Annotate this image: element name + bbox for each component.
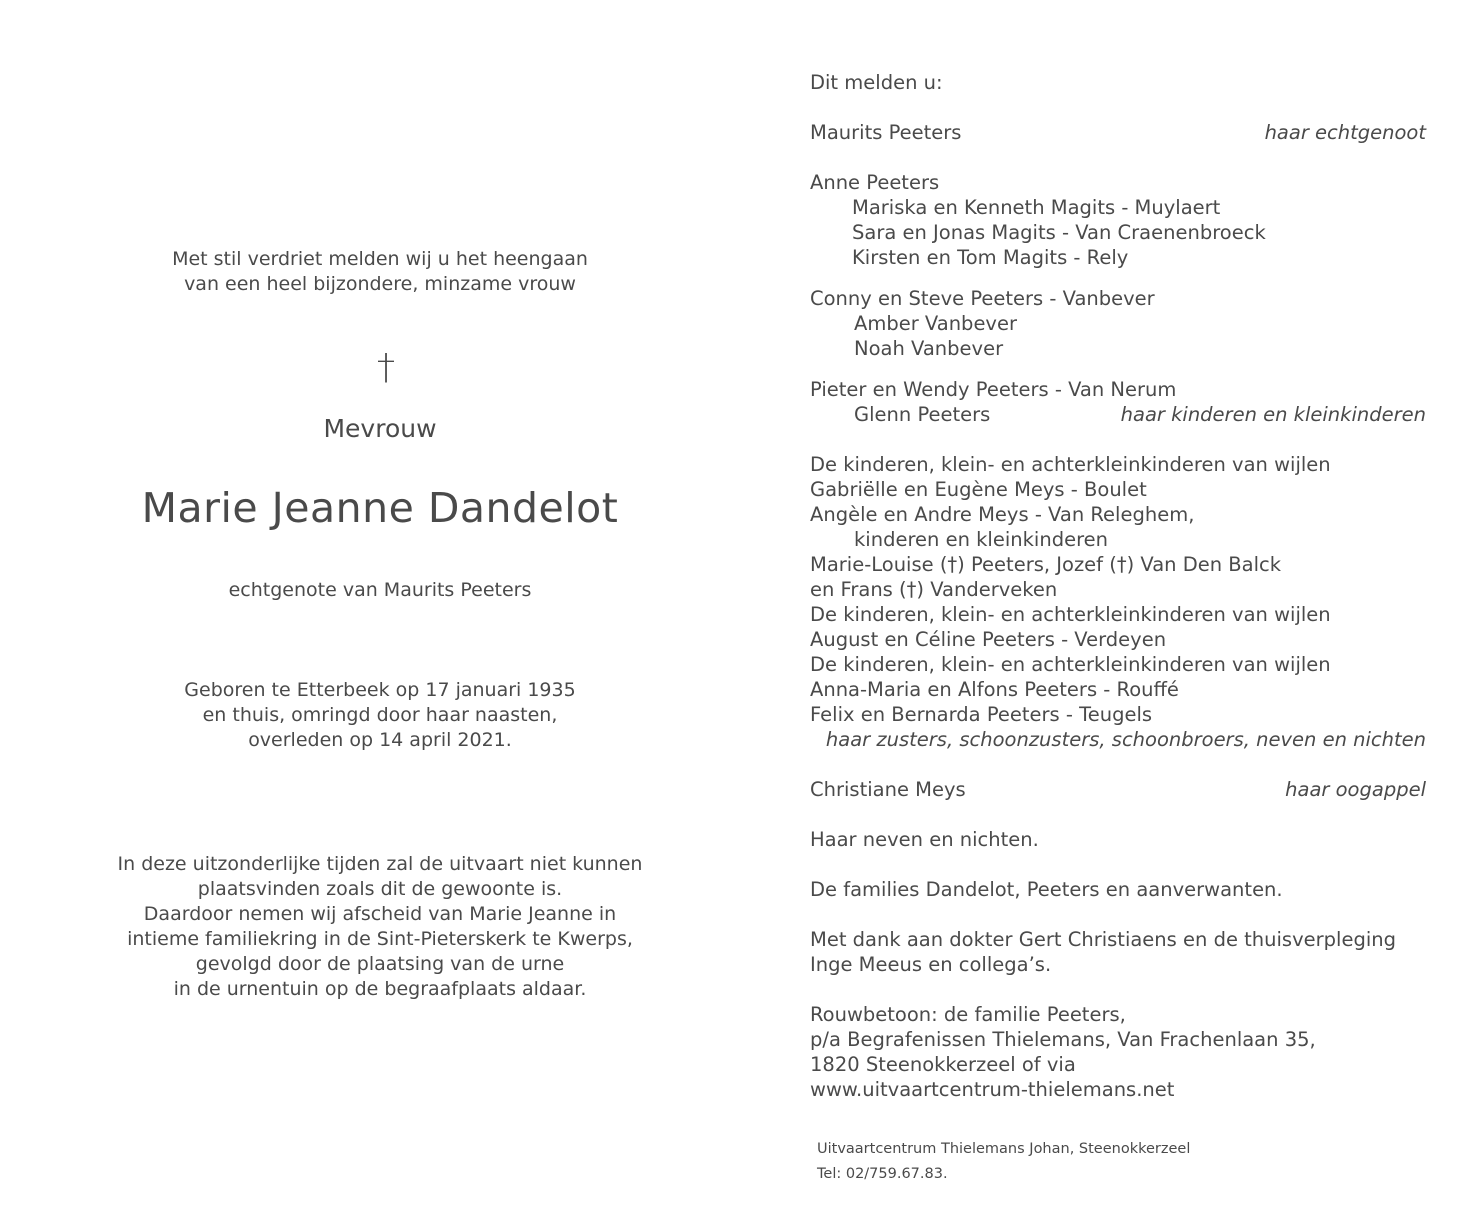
grandchild-name: Mariska en Kenneth Magits - Muylaert (852, 196, 1221, 219)
ceremony-line: plaatsvinden zoals dit de gewoonte is. (197, 878, 563, 900)
sibling-text: Gabriëlle en Eugène Meys - Boulet (810, 478, 1147, 501)
thanks-row (810, 952, 1426, 977)
sibling-row (810, 602, 1426, 627)
sibling-text: August en Céline Peeters - Verdeyen (810, 628, 1167, 651)
condolences-text: p/a Begrafenissen Thielemans, Van Frachenlaan 35, (810, 1028, 1316, 1051)
grandchild-name: Sara en Jonas Magits - Van Craenenbroeck (852, 221, 1266, 244)
cousins-text: Haar neven en nichten. (810, 828, 1039, 851)
favorite-row (810, 777, 1426, 802)
grandchild-row (810, 402, 1426, 427)
grandchild-row (810, 245, 1426, 270)
favorite-name: Christiane Meys (810, 778, 966, 801)
honorific: Mevrouw (323, 414, 437, 443)
sibling-row (810, 577, 1426, 602)
right-panel (810, 70, 1426, 1102)
condolences-row (810, 1002, 1426, 1027)
born-line: overleden op 14 april 2021. (248, 729, 512, 751)
intro-line: van een heel bijzondere, minzame vrouw (184, 273, 576, 295)
ceremony-line: gevolgd door de plaatsing van de urne (195, 953, 565, 975)
spouse-line (0, 578, 760, 603)
sibling-row (810, 477, 1426, 502)
funeral-home-footer (817, 1137, 1190, 1187)
sibling-text: Marie-Louise (†) Peeters, Jozef (†) Van Den Balck (810, 553, 1282, 576)
announcement-header (810, 70, 1426, 95)
sibling-text: Angèle en Andre Meys - Van Releghem, (810, 503, 1195, 526)
child-name: Conny en Steve Peeters - Vanbever (810, 287, 1155, 310)
siblings-role-row (810, 727, 1426, 752)
condolences-text: 1820 Steenokkerzeel of via (810, 1053, 1076, 1076)
grandchild-name: Kirsten en Tom Magits - Rely (852, 246, 1129, 269)
company-phone: Tel: 02/759.67.83. (817, 1166, 948, 1182)
condolences-row (810, 1052, 1426, 1077)
child-row (810, 286, 1426, 311)
grandchild-row (810, 311, 1426, 336)
families-text: De families Dandelot, Peeters en aanverwanten. (810, 878, 1283, 901)
ceremony-line: in de urnentuin op de begraafplaats aldaar. (173, 978, 587, 1000)
thanks-text: Met dank aan dokter Gert Christiaens en de thuisverpleging (810, 928, 1396, 951)
sibling-text: Anna-Maria en Alfons Peeters - Rouffé (810, 678, 1179, 701)
sibling-row (810, 627, 1426, 652)
ceremony-text (0, 852, 760, 1002)
thanks-row (810, 927, 1426, 952)
grandchild-name: Glenn Peeters (854, 403, 991, 426)
ceremony-line: Daardoor nemen wij afscheid van Marie Jeanne in (143, 903, 617, 925)
grandchild-row (810, 220, 1426, 245)
condolences-text: Rouwbetoon: de familie Peeters, (810, 1003, 1126, 1026)
condolences-row (810, 1077, 1426, 1102)
birth-death-text (0, 678, 760, 753)
sibling-row (810, 702, 1426, 727)
siblings-role: haar zusters, schoonzusters, schoonbroers, neven en nichten (825, 728, 1426, 751)
spouse-text: echtgenote van Maurits Peeters (228, 579, 532, 601)
children-role: haar kinderen en kleinkinderen (1120, 403, 1426, 426)
condolences-row (810, 1027, 1426, 1052)
grandchild-row (810, 195, 1426, 220)
sibling-text: De kinderen, klein- en achterkleinkinderen van wijlen (810, 653, 1331, 676)
sibling-text: en Frans (†) Vanderveken (810, 578, 1058, 601)
grandchild-name: Amber Vanbever (854, 312, 1017, 335)
sibling-row (810, 527, 1426, 552)
sibling-row (810, 452, 1426, 477)
deceased-name: Marie Jeanne Dandelot (141, 484, 619, 532)
families-row (810, 877, 1426, 902)
ceremony-line: In deze uitzonderlijke tijden zal de uitvaart niet kunnen (117, 853, 643, 875)
favorite-role: haar oogappel (1285, 778, 1426, 801)
grandchild-name: Noah Vanbever (854, 337, 1004, 360)
child-name: Pieter en Wendy Peeters - Van Nerum (810, 378, 1177, 401)
sibling-row (810, 502, 1426, 527)
company-name: Uitvaartcentrum Thielemans Johan, Steenokkerzeel (817, 1141, 1191, 1157)
born-line: en thuis, omringd door haar naasten, (202, 704, 558, 726)
cross-icon: † (377, 347, 395, 388)
thanks-text: Inge Meeus en collega’s. (810, 953, 1052, 976)
child-row (810, 377, 1426, 402)
spouse-row (810, 120, 1426, 145)
intro-text (0, 247, 760, 297)
cousins-row (810, 827, 1426, 852)
sibling-row (810, 552, 1426, 577)
ceremony-line: intieme familiekring in de Sint-Pieterskerk te Kwerps, (127, 928, 633, 950)
born-line: Geboren te Etterbeek op 17 januari 1935 (184, 679, 576, 701)
sibling-text: De kinderen, klein- en achterkleinkinderen van wijlen (810, 603, 1331, 626)
sibling-row (810, 652, 1426, 677)
child-row (810, 170, 1426, 195)
header-text: Dit melden u: (810, 71, 943, 94)
grandchild-row (810, 336, 1426, 361)
sibling-text: kinderen en kleinkinderen (854, 528, 1109, 551)
sibling-text: Felix en Bernarda Peeters - Teugels (810, 703, 1153, 726)
sibling-row (810, 677, 1426, 702)
spouse-name: Maurits Peeters (810, 121, 962, 144)
website-link[interactable]: www.uitvaartcentrum-thielemans.net (810, 1078, 1175, 1101)
child-name: Anne Peeters (810, 171, 940, 194)
spouse-role: haar echtgenoot (1264, 121, 1426, 144)
intro-line: Met stil verdriet melden wij u het heengaan (172, 248, 588, 270)
sibling-text: De kinderen, klein- en achterkleinkinderen van wijlen (810, 453, 1331, 476)
